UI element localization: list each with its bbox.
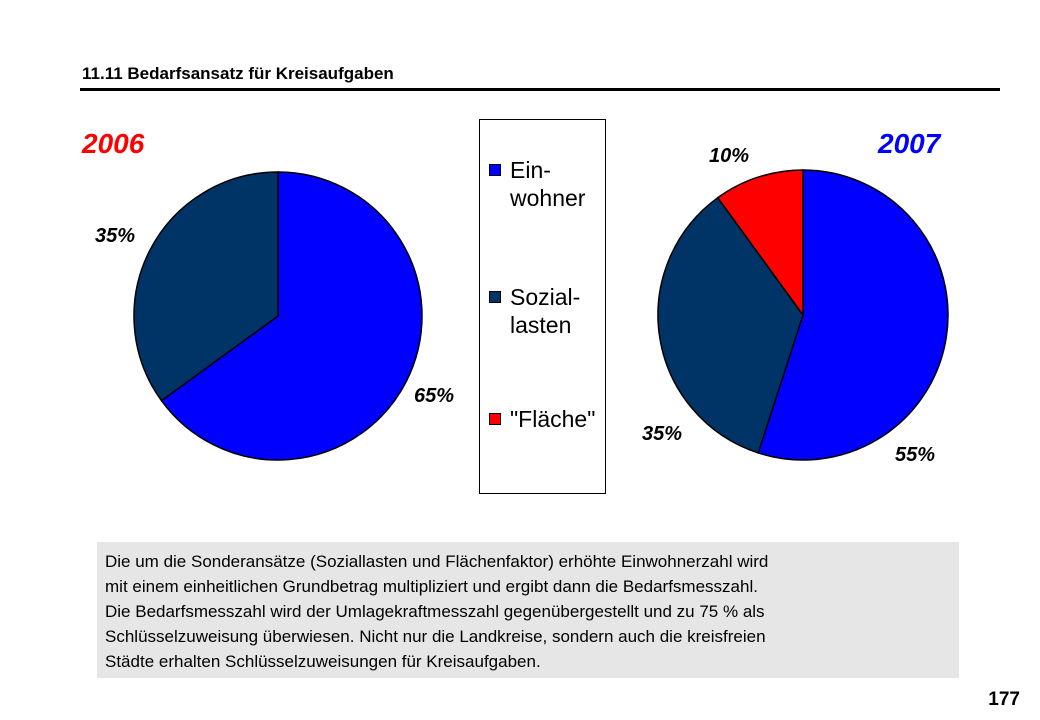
- legend-swatch-flaeche: [489, 413, 501, 425]
- pie-2007-label-soziallasten: 35%: [642, 423, 683, 445]
- pie-2006-label-einwohner: 65%: [414, 385, 455, 407]
- pie-2007-label-flaeche: 10%: [709, 145, 750, 167]
- explanation-line: Städte erhalten Schlüsselzuweisungen für Kreisaufgaben.: [105, 652, 541, 671]
- chart-2007-title: 2007: [878, 128, 941, 159]
- explanation-line: Die Bedarfsmesszahl wird der Umlagekraftmesszahl gegenübergestellt und zu 75 % als: [105, 602, 765, 621]
- section-heading: 11.11 Bedarfsansatz für Kreisaufgaben: [82, 64, 394, 83]
- chart-2006-title: 2006: [82, 128, 145, 159]
- page-number: 177: [988, 689, 1020, 710]
- explanation-line: Die um die Sonderansätze (Soziallasten und Flächenfaktor) erhöhte Einwohnerzahl wird: [105, 552, 769, 571]
- pie-2006-label-soziallasten: 35%: [95, 225, 136, 247]
- pie-chart-2007: [656, 168, 950, 462]
- legend-label-einwohner: Ein- wohner: [510, 157, 586, 211]
- pie-chart-2006: [132, 170, 424, 462]
- heading-divider: [80, 88, 1000, 91]
- explanation-line: Schlüsselzuweisung überwiesen. Nicht nur die Landkreise, sondern auch die kreisfreien: [105, 627, 766, 646]
- chart-legend: [479, 119, 606, 494]
- legend-label-soziallasten: Sozial- lasten: [510, 284, 581, 338]
- legend-swatch-einwohner: [489, 164, 501, 176]
- explanation-box: [97, 542, 959, 678]
- legend-swatch-soziallasten: [489, 291, 501, 303]
- legend-label-flaeche: "Fläche": [510, 406, 596, 432]
- pie-2007-label-einwohner: 55%: [895, 444, 936, 466]
- explanation-line: mit einem einheitlichen Grundbetrag multipliziert und ergibt dann die Bedarfsmesszahl.: [105, 577, 758, 596]
